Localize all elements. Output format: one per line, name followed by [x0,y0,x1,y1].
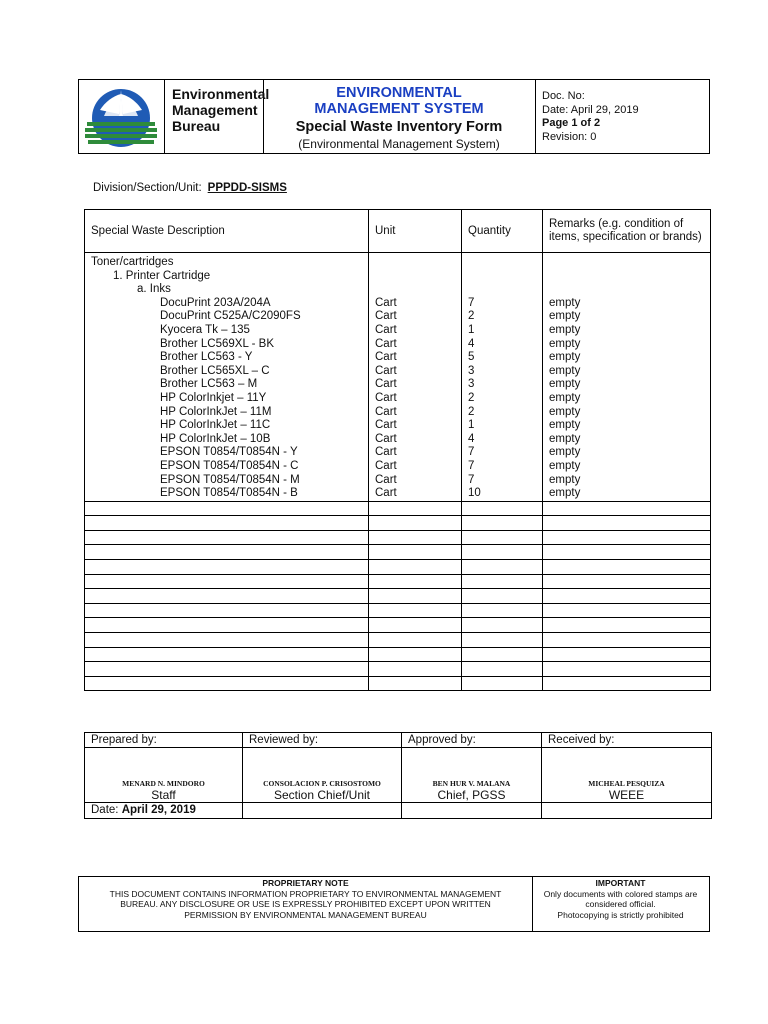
table-row [85,433,711,447]
empty-row [85,647,711,662]
item-quantity: 7 [462,460,543,474]
item-quantity: 10 [462,487,543,501]
agency-name: Environmental Management Bureau [172,86,270,134]
proprietary-note-box [78,876,710,932]
table-row [85,392,711,406]
item-remarks: empty [543,474,711,488]
empty-cell [462,603,543,618]
empty-cell [85,633,369,648]
table-row [85,474,711,488]
division-label: Division/Section/Unit: [93,182,202,194]
table-row [85,351,711,365]
empty-cell [85,545,369,560]
empty-cell [369,603,462,618]
item-description: HP ColorInkJet – 11C [85,419,369,433]
proprietary-note-line: BUREAU. ANY DISCLOSURE OR USE IS EXPRESSLY PROHIBITED EXCEPT UPON WRITTEN [120,899,491,909]
item-unit: Cart [369,310,462,324]
item-unit: Cart [369,487,462,501]
empty-cell [85,560,369,575]
item-quantity: 2 [462,310,543,324]
item-unit: Cart [369,297,462,311]
received-by-position: WEEE [542,789,712,803]
reviewed-by-label: Reviewed by: [243,733,402,748]
item-quantity: 1 [462,324,543,338]
table-row [85,297,711,311]
empty-cell [85,676,369,691]
agency-cell [164,80,270,153]
empty-row [85,516,711,531]
signature-date-row [85,803,712,819]
empty-cell [543,530,711,545]
empty-cell [369,501,462,516]
empty-cell [462,589,543,604]
empty-cell [462,618,543,633]
empty-cell [369,633,462,648]
page-number: Page 1 of 2 [542,117,601,129]
item-description: HP ColorInkJet – 10B [85,433,369,447]
empty-cell [85,574,369,589]
empty-cell [369,647,462,662]
empty-cell [369,618,462,633]
approved-by-name: BEN HUR V. MALANA [402,778,542,789]
item-description: Brother LC565XL – C [85,365,369,379]
empty-cell [462,560,543,575]
item-quantity: 5 [462,351,543,365]
doc-info-cell [535,80,709,153]
empty-cell [85,516,369,531]
subcategory-row [85,270,711,284]
empty-cell [543,618,711,633]
empty-row [85,633,711,648]
category-label: Toner/cartridges [85,253,369,270]
item-description: Brother LC563 – M [85,378,369,392]
empty-row [85,676,711,691]
item-quantity: 7 [462,297,543,311]
item-quantity: 3 [462,365,543,379]
subcategory-label: 1. Printer Cartridge [85,270,369,284]
item-description: EPSON T0854/T0854N - Y [85,446,369,460]
item-description: Brother LC569XL - BK [85,338,369,352]
empty-row [85,603,711,618]
table-row [85,365,711,379]
type-label: a. Inks [85,283,369,297]
item-description: Kyocera Tk – 135 [85,324,369,338]
empty-cell [462,633,543,648]
item-quantity: 3 [462,378,543,392]
item-unit: Cart [369,460,462,474]
empty-row [85,662,711,677]
empty-cell [85,603,369,618]
form-subtitle: (Environmental Management System) [298,137,500,151]
item-remarks: empty [543,365,711,379]
doc-date: Date: April 29, 2019 [542,103,639,116]
col-header-quantity: Quantity [462,210,543,253]
date-label: Date: [91,804,119,816]
prepared-by-label: Prepared by: [85,733,243,748]
revision: Revision: 0 [542,130,597,143]
empty-cell [543,560,711,575]
proprietary-note-line: THIS DOCUMENT CONTAINS INFORMATION PROPRIETARY TO ENVIRONMENTAL MANAGEMENT [109,888,502,899]
empty-cell [543,633,711,648]
item-quantity: 7 [462,474,543,488]
empty-cell [462,516,543,531]
item-unit: Cart [369,338,462,352]
empty-cell [462,662,543,677]
division-line [93,182,287,194]
important-note [532,877,709,931]
empty-cell [543,603,711,618]
empty-cell [543,676,711,691]
prepared-by-name: MENARD N. MINDORO [85,778,243,789]
item-quantity: 4 [462,338,543,352]
empty-cell [85,530,369,545]
item-quantity: 1 [462,419,543,433]
item-unit: Cart [369,392,462,406]
item-remarks: empty [543,419,711,433]
item-quantity: 4 [462,433,543,447]
document-header [78,79,710,154]
item-remarks: empty [543,378,711,392]
empty-cell [462,647,543,662]
item-description: DocuPrint 203A/204A [85,297,369,311]
date-value: April 29, 2019 [121,804,196,816]
title-cell [263,80,536,153]
empty-cell [85,589,369,604]
inventory-table [84,209,711,691]
table-row [85,378,711,392]
table-row [85,446,711,460]
table-row [85,487,711,501]
empty-cell [543,501,711,516]
empty-cell [462,676,543,691]
item-remarks: empty [543,406,711,420]
item-remarks: empty [543,338,711,352]
signature-labels-row [85,733,712,748]
item-remarks: empty [543,310,711,324]
received-by-name: MICHEAL PESQUIZA [542,778,712,789]
empty-cell [543,545,711,560]
item-remarks: empty [543,433,711,447]
empty-cell [369,560,462,575]
item-quantity: 7 [462,446,543,460]
item-remarks: empty [543,351,711,365]
item-remarks: empty [543,446,711,460]
item-remarks: empty [543,460,711,474]
item-description: EPSON T0854/T0854N - B [85,487,369,501]
table-row [85,324,711,338]
item-unit: Cart [369,378,462,392]
item-unit: Cart [369,474,462,488]
empty-cell [543,574,711,589]
item-description: HP ColorInkjet – 11Y [85,392,369,406]
division-value: PPPDD-SISMS [207,182,287,194]
empty-cell [369,676,462,691]
table-row [85,310,711,324]
system-title: ENVIRONMENTAL MANAGEMENT SYSTEM [314,85,484,117]
table-row [85,460,711,474]
signature-table [84,732,712,819]
empty-cell [369,589,462,604]
item-description: HP ColorInkJet – 11M [85,406,369,420]
empty-cell [369,545,462,560]
empty-cell [369,516,462,531]
empty-cell [543,647,711,662]
empty-row [85,530,711,545]
received-by-label: Received by: [542,733,712,748]
important-line: Only documents with colored stamps are [543,888,698,899]
item-unit: Cart [369,351,462,365]
table-row [85,406,711,420]
empty-cell [543,662,711,677]
empty-cell [462,501,543,516]
item-remarks: empty [543,324,711,338]
empty-row [85,560,711,575]
prepared-by-position: Staff [85,789,243,803]
item-remarks: empty [543,487,711,501]
col-header-description: Special Waste Description [85,210,369,253]
empty-cell [85,618,369,633]
empty-cell [85,501,369,516]
item-quantity: 2 [462,392,543,406]
item-quantity: 2 [462,406,543,420]
approved-by-position: Chief, PGSS [402,789,542,803]
empty-row [85,501,711,516]
item-unit: Cart [369,324,462,338]
empty-cell [369,574,462,589]
type-row [85,283,711,297]
item-unit: Cart [369,406,462,420]
logo-cell [79,80,165,153]
empty-cell [85,647,369,662]
empty-row [85,545,711,560]
date-cell [85,803,243,819]
empty-row [85,589,711,604]
signature-positions-row [85,789,712,803]
item-unit: Cart [369,446,462,460]
item-remarks: empty [543,297,711,311]
signature-space-row [85,748,712,779]
empty-cell [369,530,462,545]
emb-logo-icon [83,86,159,150]
reviewed-by-name: CONSOLACION P. CRISOSTOMO [243,778,402,789]
item-unit: Cart [369,419,462,433]
item-description: Brother LC563 - Y [85,351,369,365]
category-row [85,253,711,270]
table-header-row [85,210,711,253]
approved-by-label: Approved by: [402,733,542,748]
empty-cell [543,589,711,604]
empty-cell [462,545,543,560]
item-description: DocuPrint C525A/C2090FS [85,310,369,324]
empty-cell [462,530,543,545]
proprietary-note [79,877,533,931]
table-row [85,419,711,433]
empty-cell [462,574,543,589]
important-title: IMPORTANT [595,878,646,888]
empty-cell [369,662,462,677]
empty-row [85,574,711,589]
doc-number: Doc. No: [542,90,585,102]
item-unit: Cart [369,433,462,447]
table-row [85,338,711,352]
item-unit: Cart [369,365,462,379]
reviewed-by-position: Section Chief/Unit [243,789,402,803]
item-description: EPSON T0854/T0854N - C [85,460,369,474]
form-title: Special Waste Inventory Form [295,119,503,135]
important-line: Photocopying is strictly prohibited [557,909,684,920]
empty-cell [543,516,711,531]
item-remarks: empty [543,392,711,406]
empty-cell [85,662,369,677]
important-line: considered official. [585,899,656,909]
col-header-remarks: Remarks (e.g. condition of items, specification or brands) [543,210,711,253]
col-header-unit: Unit [369,210,462,253]
proprietary-note-title: PROPRIETARY NOTE [262,878,349,888]
empty-row [85,618,711,633]
item-description: EPSON T0854/T0854N - M [85,474,369,488]
proprietary-note-line: PERMISSION BY ENVIRONMENTAL MANAGEMENT BUREAU [184,909,427,920]
